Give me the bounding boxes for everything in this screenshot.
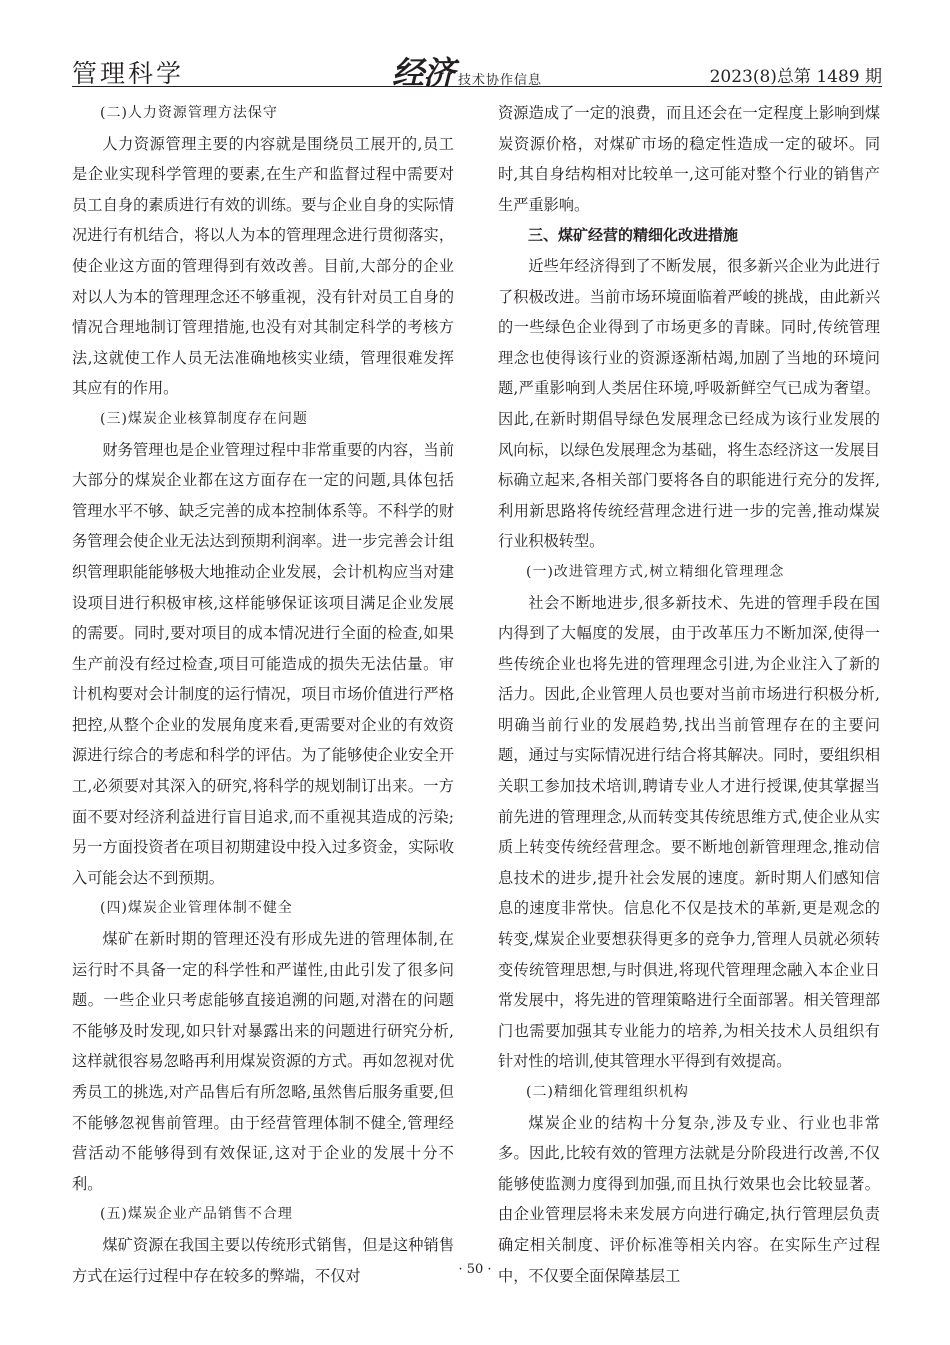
body-paragraph: 煤矿在新时期的管理还没有形成先进的管理体制,在运行时不具备一定的科学性和严谨性,由此引发了很多问题。一些企业只考虑能够直接追溯的问题,对潜在的问题不能够及时发现,如只针对暴露出来的问题进行研究分析,这样就很容易忽略再利用煤炭资源的方式。再如忽视对优秀员工的挑选,对产品售后有所忽略,虽然售后服务重要,但不能够忽视售前管理。由于经营管理体制不健全,管理经营活动不能够得到有效保证,这对于企业的发展十分不利。 [72,930,454,1193]
page-header [72,54,882,94]
header-rule [72,86,882,87]
journal-section-title: 管理科学 [72,59,185,88]
subsection-heading: (二)精细化管理组织机构 [526,1084,689,1100]
subsection-heading: (一)改进管理方式,树立精细化管理理念 [526,563,785,580]
left-column [72,98,454,1291]
subsection-heading: (三)煤炭企业核算制度存在问题 [100,410,308,427]
body-paragraph: 煤矿资源在我国主要以传统形式销售，但是这种销售方式在运行过程中存在较多的弊端，不仅对 [72,1235,454,1285]
body-paragraph: 近些年经济得到了不断发展，很多新兴企业为此进行了积极改进。当前市场环境面临着严峻的挑战，由此新兴的一些绿色企业得到了市场更多的青睐。同时,传统管理理念也使得该行业的资源逐渐枯竭,加剧了当地的环境问题,严重影响到人类居住环境,呼吸新鲜空气已成为奢望。因此,在新时期倡导绿色发展理念已经成为该行业发展的风向标，以绿色发展理念为基础，将生态经济这一发展目标确立起来,各相关部门要将各自的职能进行充分的发挥,利用新思路将传统经营理念进行进一步的完善,推动煤炭行业积极转型。 [498,256,880,551]
journal-subtitle: 技术协作信息 [458,73,543,88]
issue-number: 2023(8)总第 1489 期 [709,67,882,87]
body-paragraph: 社会不断地进步,很多新技术、先进的管理手段在国内得到了大幅度的发展，由于改革压力不断加深,使得一些传统企业也将先进的管理理念引进,为企业注入了新的活力。因此,企业管理人员也要对当前市场进行积极分析,明确当前行业的发展趋势,找出当前管理存在的主要问题，通过与实际情况进行结合将其解决。同时，要组织相关职工参加技术培训,聘请专业人才进行授课,使其掌握当前先进的管理理念,从而转变其传统思维方式,使企业从实质上转变传统经营理念。要不断地创新管理理念,推动信息技术的进步,提升社会发展的速度。新时期人们感知信息的速度非常快。信息化不仅是技术的革新,更是观念的转变,煤炭企业要想获得更多的竞争力,管理人员就必须转变传统管理思想,与时俱进,将现代管理理念融入本企业日常发展中，将先进的管理策略进行全面部署。相关管理部门也需要加强其专业能力的培养,为相关技术人员组织有针对性的培训,使其管理水平得到有效提高。 [498,593,880,1071]
subsection-heading: (四)煤炭企业管理体制不健全 [100,900,293,917]
subsection-heading: (五)煤炭企业产品销售不合理 [100,1206,293,1223]
body-paragraph: 财务管理也是企业管理过程中非常重要的内容，当前大部分的煤炭企业都在这方面存在一定的问题,具体包括管理水平不够、缺乏完善的成本控制体系等。不科学的财务管理会使企业无法达到预期利润率。进一步完善会计组织管理职能能够极大地推动企业发展，会计机构应当对建设项目进行积极审核,这样能够保证该项目满足企业发展的需要。同时,要对项目的成本情况进行全面的检查,如果生产前没有经过检查,项目可能造成的损失无法估量。审计机构要对会计制度的运行情况，项目市场价值进行严格把控,从整个企业的发展角度来看,更需要对企业的有效资源进行综合的考虑和科学的评估。为了能够使企业安全开工,必须要对其深入的研究,将科学的规划制订出来。一方面不要对经济利益进行盲目追求,而不重视其造成的污染;另一方面投资者在项目初期建设中投入过多资金，实际收入可能会达不到预期。 [72,440,454,887]
journal-logo: 经济 [392,54,455,92]
right-column [498,98,880,1291]
journal-masthead [392,48,542,94]
body-paragraph: 煤炭企业的结构十分复杂,涉及专业、行业也非常多。因此,比较有效的管理方法就是分阶段进行改善,不仅能够使监测力度得到加强,而且执行效果也会比较显著。由企业管理层将未来发展方向进行确定,执行管理层负责确定相关制度、评价标准等相关内容。在实际生产过程中，不仅要全面保障基层工 [498,1113,880,1285]
page-number: · 50 · [458,1262,492,1277]
body-paragraph: 资源造成了一定的浪费，而且还会在一定程度上影响到煤炭资源价格，对煤矿市场的稳定性造成一定的破坏。同时,其自身结构相对比较单一,这可能对整个行业的销售产生严重影响。 [498,104,880,214]
subsection-heading: (二)人力资源管理方法保守 [100,105,278,121]
body-paragraph: 人力资源管理主要的内容就是围绕员工展开的,员工是企业实现科学管理的要素,在生产和监督过程中需要对员工自身的素质进行有效的训练。要与企业自身的实际情况进行有机结合，将以人为本的管理理念进行贯彻落实，使企业这方面的管理得到有效改善。目前,大部分的企业对以人为本的管理理念还不够重视，没有针对员工自身的情况合理地制订管理措施,也没有对其制定科学的考核方法,这就使工作人员无法准确地核实业绩，管理很难发挥其应有的作用。 [72,134,454,398]
section-heading: 三、煤矿经营的精细化改进措施 [528,226,739,245]
